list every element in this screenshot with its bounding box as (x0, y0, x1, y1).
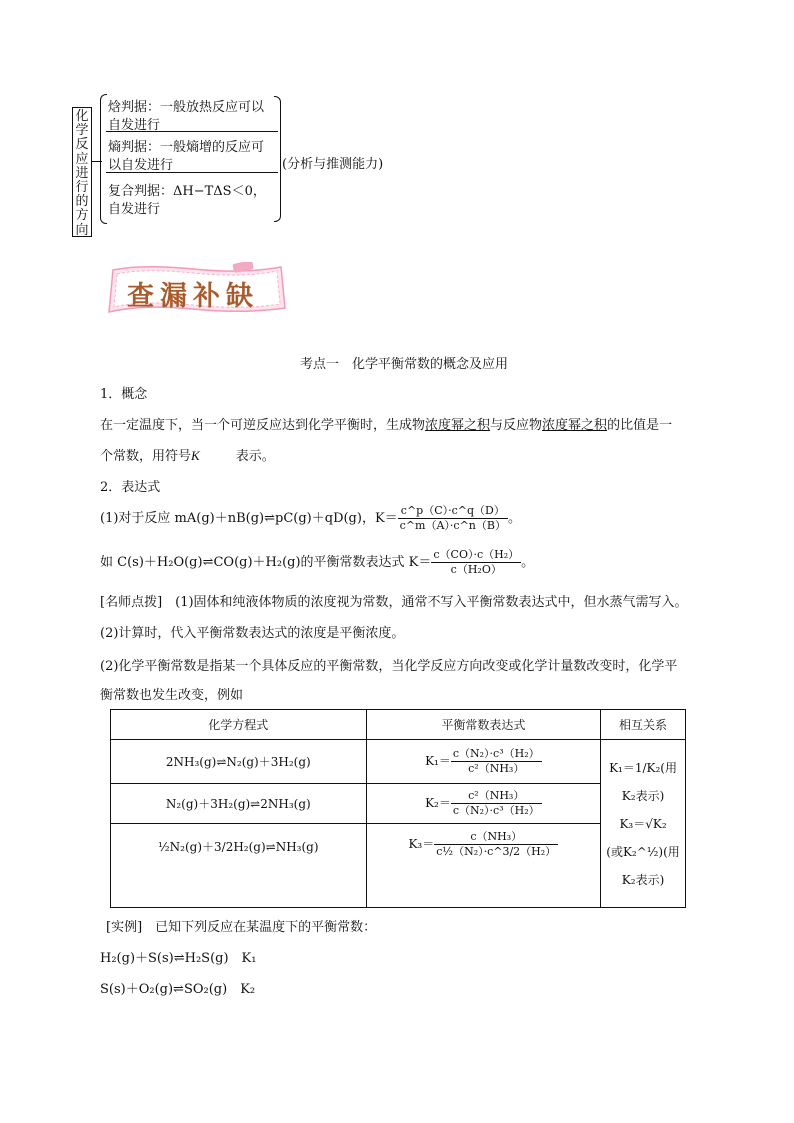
banner-title: 查漏补缺 (127, 281, 259, 312)
k2-label: K₂＝ (425, 796, 451, 810)
relation-line-2: K₂表示) (621, 788, 665, 803)
table-cell-equation: 2NH₃(g)⇌N₂(g)＋3H₂(g) (111, 740, 367, 784)
concept-heading: 1．概念 (100, 387, 148, 402)
k1-denominator: c²（NH₃） (468, 762, 525, 775)
table-header-row (111, 710, 686, 740)
relation-line-3: K₃＝√K₂ (619, 816, 667, 831)
k2-denominator: c（N₂）·c³（H₂） (452, 804, 540, 817)
relation-line-5: K₂表示) (621, 872, 665, 887)
teacher-tip-1: [名师点拨] (1)固体和纯液体物质的浓度视为常数，通常不写入平衡常数表达式中，但水蒸气需写入。 (100, 595, 688, 610)
concept-paragraph-line1 (100, 414, 672, 433)
concept-underline-1: 浓度幂之积 (425, 418, 491, 433)
concept-underline-2: 浓度幂之积 (542, 418, 608, 433)
expression-line1 (100, 504, 521, 533)
table-row (111, 740, 686, 784)
mindmap-vertical-label: 化学反应进行的方向 (75, 109, 89, 238)
expression-line1-end: 。 (507, 511, 521, 526)
k3-numerator: c（NH₃） (434, 830, 558, 845)
example-heading: [实例] 已知下列反应在某温度下的平衡常数： (106, 920, 377, 935)
concept-paragraph-line2 (100, 445, 275, 464)
table-row (111, 784, 686, 824)
relation-line-1: K₁＝1/K₂(用 (609, 760, 677, 775)
expression-line2 (100, 548, 534, 577)
table-row (111, 824, 686, 908)
teacher-tip-2: (2)计算时，代入平衡常数表达式的浓度是平衡浓度。 (100, 626, 405, 641)
table-cell-relation (601, 740, 686, 908)
equilibrium-table (110, 709, 686, 908)
expression-line2-prefix: 如 C(s)＋H₂O(g)⇌CO(g)＋H₂(g)的平衡常数表达式 K＝ (100, 555, 432, 570)
mindmap-item-3-line1: 复合判据：ΔH−TΔS＜0， (108, 184, 266, 199)
table-cell-equation: N₂(g)＋3H₂(g)⇌2NH₃(g) (111, 784, 367, 824)
expression-heading: 2．表达式 (100, 480, 161, 495)
expression-line1-denominator: c^m（A）·c^n（B） (399, 519, 506, 532)
table-cell-expression (366, 784, 600, 824)
expression-line2-end: 。 (521, 555, 535, 570)
table-header-expression: 平衡常数表达式 (366, 710, 600, 740)
k1-label: K₁＝ (425, 754, 451, 768)
example-reaction-1: H₂(g)＋S(s)⇌H₂S(g) K₁ (100, 951, 257, 966)
table-header-relation: 相互关系 (601, 710, 686, 740)
mindmap-item-2-line2: 以自发进行 (108, 158, 174, 173)
mindmap-box-top (72, 107, 92, 108)
mindmap-left-brace (100, 94, 107, 224)
expression-line2-numerator: c（CO）·c（H₂） (433, 548, 520, 561)
mindmap-item-2-line1: 熵判据：一般熵增的反应可 (108, 140, 265, 155)
concept-text-a: 在一定温度下，当一个可逆反应达到化学平衡时，生成物 (100, 418, 426, 433)
teacher-tip-3b: 衡常数也发生改变，例如 (100, 688, 244, 703)
mindmap-box-right (91, 107, 92, 237)
concept-text-c: 的比值是一 (607, 418, 673, 433)
concept-text-b: 与反应物 (490, 418, 543, 433)
mindmap-note: (分析与推测能力) (282, 157, 384, 172)
k2-numerator: c²（NH₃） (451, 789, 542, 804)
k1-numerator: c（N₂）·c³（H₂） (452, 747, 540, 760)
expression-line1-numerator: c^p（C）·c^q（D） (398, 504, 508, 519)
expression-line1-prefix: (1)对于反应 mA(g)＋nB(g)⇌pC(g)＋qD(g)，K＝ (100, 511, 398, 526)
table-header-equation: 化学方程式 (111, 710, 367, 740)
mindmap-item-1-line2: 自发进行 (108, 118, 161, 133)
mindmap-box-left (72, 107, 73, 237)
table-cell-expression (366, 740, 600, 784)
concept-text-e: 表示。 (235, 449, 275, 464)
table-cell-equation: ½N₂(g)＋3/2H₂(g)⇌NH₃(g) (111, 824, 367, 908)
concept-symbol-k: K (191, 448, 200, 463)
mindmap-item-1-line1: 焓判据：一般放热反应可以 (108, 100, 265, 115)
k3-denominator: c½（N₂）·c^3/2（H₂） (436, 845, 557, 858)
mindmap-item-3-line2: 自发进行 (108, 202, 161, 217)
k3-label: K₃＝ (408, 837, 435, 851)
relation-line-4: (或K₂^½)(用 (606, 844, 680, 859)
teacher-tip-3a: (2)化学平衡常数是指某一个具体反应的平衡常数，当化学反应方向改变或化学计量数改变时，化学平 (100, 659, 678, 674)
section-title: 考点一 化学平衡常数的概念及应用 (300, 357, 509, 372)
mindmap-right-brace (274, 96, 281, 222)
table-cell-expression (366, 824, 600, 908)
example-reaction-2: S(s)＋O₂(g)⇌SO₂(g) K₂ (100, 982, 256, 997)
expression-line2-denominator: c（H₂O） (450, 563, 502, 576)
concept-text-d: 个常数，用符号 (100, 449, 192, 464)
section-banner (103, 262, 289, 318)
